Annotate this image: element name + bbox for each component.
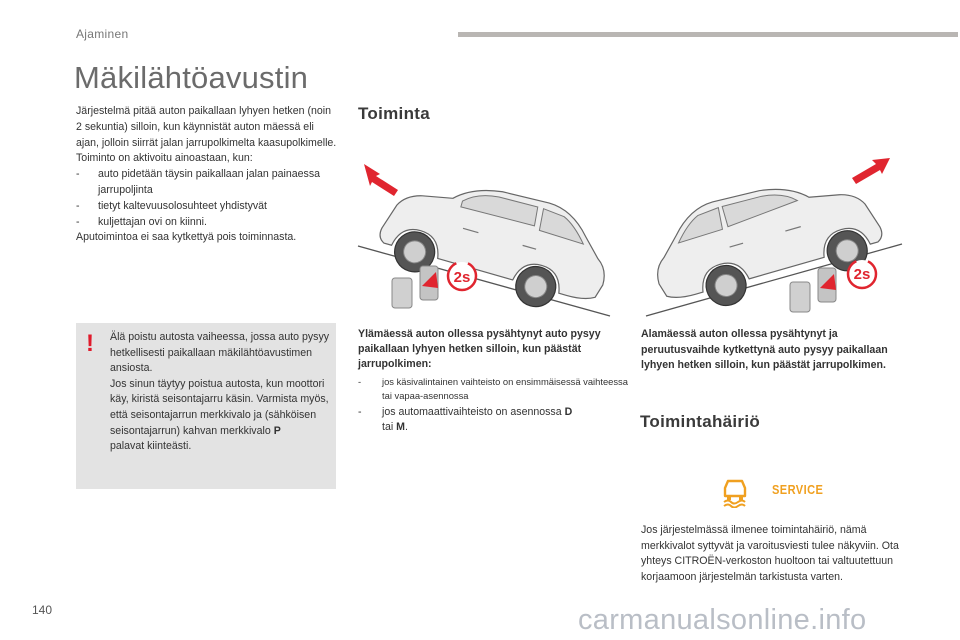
section-label: Ajaminen bbox=[76, 27, 129, 41]
intro-condition-lead: Toiminto on aktivoitu ainoastaan, kun: bbox=[76, 152, 253, 165]
page-number: 140 bbox=[32, 603, 53, 617]
downhill-caption: Alamäessä auton ollessa pysähtynyt ja peruutusvaihde kytkettynä auto pysyy paikallaan lyhyen hetken silloin, kun päästät jarrupolkimen. bbox=[641, 328, 888, 372]
intro-text bbox=[76, 104, 338, 246]
downhill-car-illustration bbox=[640, 140, 902, 320]
list-item: - auto pidetään täysin paikallaan jalan painaessa jarrupoljinta bbox=[76, 168, 321, 196]
uphill-caption bbox=[358, 327, 628, 435]
uphill-caption-lead: Ylämäessä auton ollessa pysähtynyt auto pysyy paikallaan lyhyen hetken silloin, kun päästät jarrupolkimen: bbox=[358, 328, 601, 370]
intro-note: Aputoimintoa ei saa kytkettyä pois toiminnasta. bbox=[76, 231, 297, 244]
page-title: Mäkilähtöavustin bbox=[74, 60, 309, 95]
timer-badge-left: 2s bbox=[453, 269, 471, 286]
warning-exclamation-icon: ! bbox=[86, 330, 94, 357]
list-item: - jos käsivalintainen vaihteisto on ensimmäisessä vaihteessa tai vapaa-asennossa bbox=[358, 376, 628, 401]
timer-badge-right: 2s bbox=[853, 266, 871, 283]
list-item: - jos automaattivaihteisto on asennossa D tai M. bbox=[358, 406, 573, 434]
header-divider bbox=[458, 32, 958, 37]
fault-description: Jos järjestelmässä ilmenee toimintahäiriö, nämä merkkivalot syttyvät ja varoitusviesti tulee näkyviin. Ota yhteys CITROËN-verkoston huoltoon tai valtuutettuun korjaamoon järjestelmän tarkistusta varten. bbox=[641, 524, 899, 583]
stability-warning-icon bbox=[718, 474, 752, 508]
list-item: - tietyt kaltevuusolosuhteet yhdistyvät bbox=[76, 199, 268, 212]
watermark: carmanualsonline.info bbox=[578, 604, 867, 636]
section-heading-fault: Toimintahäiriö bbox=[640, 412, 761, 431]
warning-text: Älä poistu autosta vaiheessa, jossa auto pysyy hetkellisesti paikallaan mäkilähtöavustimen ansiosta. Jos sinun täytyy poistua autosta, kun moottori käy, kiristä seisontajarru käsin. Varmista myös, että seisontajarrun merkkivalo ja (sähköisen seisontajarrun) kahvan merkkivalo P palavat kiinteästi. bbox=[110, 331, 330, 453]
uphill-car-illustration bbox=[358, 140, 620, 320]
service-indicator: SERVICE bbox=[772, 482, 824, 497]
list-item: - kuljettajan ovi on kiinni. bbox=[76, 215, 207, 228]
section-heading-operation: Toiminta bbox=[358, 104, 430, 123]
intro-paragraph: Järjestelmä pitää auton paikallaan lyhyen hetken (noin 2 sekuntia) silloin, kun käynnistät auton mäessä eli ajan, jolloin siirrät jalan jarrupolkimelta kaasupolkimelle. bbox=[76, 105, 337, 149]
